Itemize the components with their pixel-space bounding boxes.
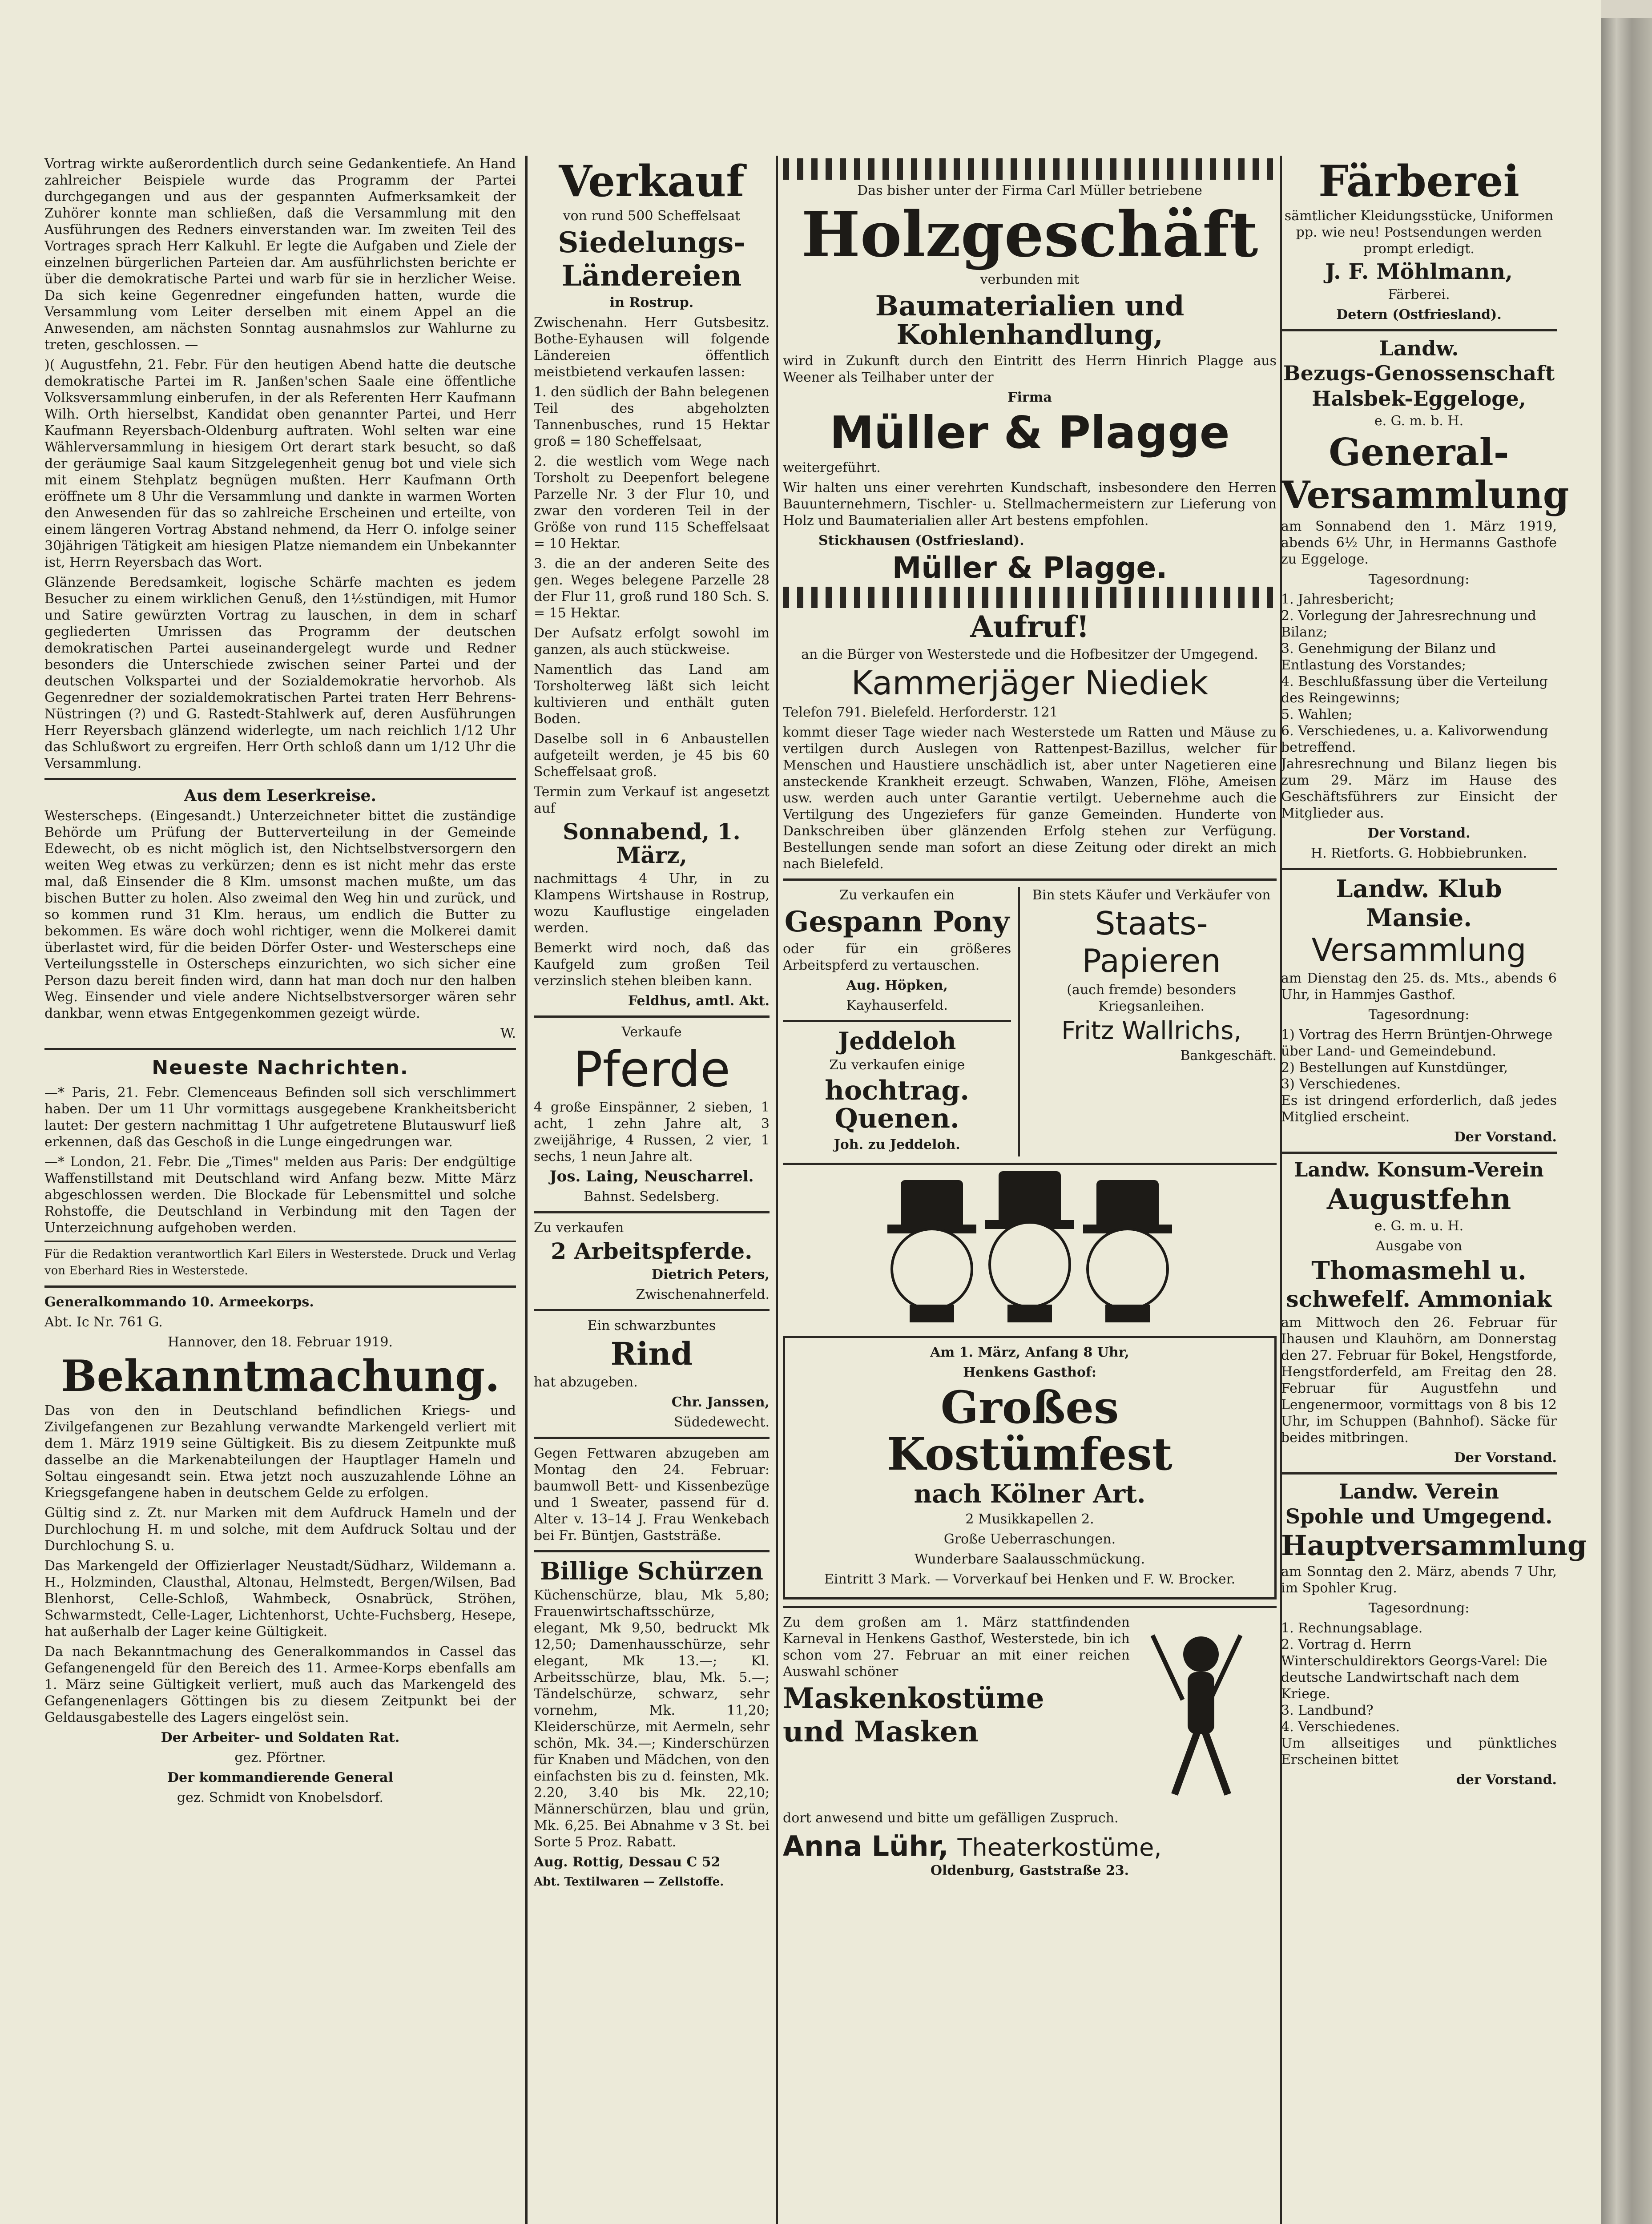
ad-konsum-pre: Ausgabe von xyxy=(1375,1238,1463,1254)
ad-bez-form: e. G. m. b. H. xyxy=(1374,413,1464,429)
notice-general: Der kommandierende General xyxy=(167,1769,393,1785)
notice-signature: gez. Schmidt von Knobelsdorf. xyxy=(177,1789,384,1805)
column-ads-3 xyxy=(1281,156,1587,1792)
ad-staat-title: Staats- xyxy=(1095,905,1208,943)
section-heading-news: Neueste Nachrichten. xyxy=(152,1056,409,1079)
agenda-item: 3. Landbund? xyxy=(1281,1702,1374,1718)
news-london: —* London, 21. Febr. Die „Times" melden aus Paris: Der endgültige Waffenstillstand mit Deutschland wird Anfang bezw. Mitte März abgeschlossen werden. Die Blockade für Lebensmittel und solche Rohstoffe, die Deutschland in Verbindung mit den Tagen der Unterzeichnung aufgehoben werden. xyxy=(44,1154,516,1236)
dancing-jester-illustration xyxy=(1134,1614,1268,1810)
agenda-item: 3. Genehmigung der Bilanz und Entlastung des Vorstandes; xyxy=(1281,641,1496,673)
section-heading-leser: Aus dem Leserkreise. xyxy=(184,786,377,805)
ad-verkauf-intro: Zwischenahn. Herr Gutsbesitz. Bothe-Eyhausen will folgende Ländereien öffentlich meistbietend verkaufen lassen: xyxy=(534,315,770,380)
ad-klub-heading: Mansie. xyxy=(1366,903,1472,932)
article-augustfehn-1: )( Augustfehn, 21. Febr. Für den heutigen Abend hatte die deutsche demokratische Partei im R. Janßen'schen Saale eine öffentliche Volksversammlung einberufen, in der als Referenten Herr Kaufmann Wilh. Orth hierselbst, Kandidat oben genannter Partei, und Herr Kaufmann Reyersbach-Oldenburg auftraten. Wohl selten war eine Wählerversammlung in hiesigem Ort derart stark besucht, so daß der geräumige Saal kaum Sitzgelegenheit genug bot und viele sich mit einem Stehplatz begnügen mußten. Herr Kaufmann Orth eröffnete um 8 Uhr die Versammlung und dankte in warmen Worten den Anwesenden für das so zahlreiche Erscheinen und erteilte, von einem längeren Vortrag Abstand nehmend, da Herr O. infolge seiner 30jährigen Tätigkeit am hiesigen Platze niemandem ein Unbekannter ist, Herrn Reyersbach das Wort. xyxy=(44,357,516,570)
notice-paragraph: Da nach Bekanntmachung des Generalkommandos in Cassel das Gefangenengeld für den Bereich des 11. Armee-Korps ebenfalls am 1. März seine Gültigkeit verliert, muß auch das Markengeld des Gefangenenlagers Göttingen bis zu diesem Zeitpunkt bei der Geldausgabestelle des Lagers eingelöst sein. xyxy=(44,1644,516,1725)
ad-arbeit-title: 2 Arbeitspferde. xyxy=(551,1237,753,1264)
divider xyxy=(534,1550,770,1552)
ad-lohr-trade: Theaterkostüme, xyxy=(957,1833,1162,1862)
notice-date: Hannover, den 18. Februar 1919. xyxy=(167,1334,393,1350)
letter-signature: W. xyxy=(500,1026,516,1041)
ad-lohr-name: Anna Lühr, xyxy=(783,1830,949,1863)
ad-spohle-agenda-heading: Tagesordnung: xyxy=(1368,1600,1470,1616)
ad-verkauf-sub: von rund 500 Scheffelsaat xyxy=(563,208,741,224)
ad-spohle-note: Um allseitiges und pünktliches Erscheinen bittet xyxy=(1281,1735,1557,1768)
ad-lohr-text: dort anwesend und bitte um gefälligen Zuspruch. xyxy=(783,1810,1119,1826)
agenda-item: 4. Verschiedenes. xyxy=(1281,1719,1400,1735)
ad-faerb-name: J. F. Möhlmann, xyxy=(1325,259,1513,284)
ad-staat xyxy=(1018,887,1277,1156)
ad-konsum-form: e. G. m. u. H. xyxy=(1374,1218,1464,1234)
ad-rind-signature: Chr. Janssen, xyxy=(671,1394,770,1410)
ad-klub-title: Versammlung xyxy=(1311,931,1527,968)
ad-lohr-text: Zu dem großen am 1. März stattfindenden Karneval in Henkens Gasthof, Westerstede, bin ich schon vom 27. Februar an mit einer reichen Auswahl schöner xyxy=(783,1615,1130,1680)
ad-holz-firma: Firma xyxy=(1007,390,1052,406)
ad-lohr xyxy=(783,1614,1277,1810)
divider xyxy=(783,878,1277,881)
divider xyxy=(1281,868,1557,870)
divider xyxy=(44,1285,516,1288)
agenda-item: 2. Vortrag d. Herrn Winterschuldirektors Georgs-Varel: Die deutsche Landwirtschaft nach dem Kriege. xyxy=(1281,1636,1547,1702)
ad-verkauf-date: Sonnabend, 1. März, xyxy=(563,818,741,868)
ad-klub-agenda-heading: Tagesordnung: xyxy=(1368,1007,1470,1023)
column-rule xyxy=(776,156,778,2224)
agenda-item: 1. Rechnungsablage. xyxy=(1281,1620,1423,1636)
ad-rind-pre: Ein schwarzbuntes xyxy=(587,1318,716,1334)
ornament-border xyxy=(783,158,1277,180)
ad-staat-title: Papieren xyxy=(1082,942,1221,980)
column-ads-1 xyxy=(534,156,770,1894)
ad-bez-heading: Bezugs-Genossenschaft xyxy=(1283,361,1555,386)
ad-verkauf-text: Daselbe soll in 6 Anbaustellen aufgeteilt werden, je 45 bis 60 Scheffelsaat groß. xyxy=(534,731,770,780)
ad-spohle-title: Hauptversammlung xyxy=(1281,1529,1587,1562)
column-rule xyxy=(525,156,528,2224)
ad-staat-signature: Fritz Wallrichs, xyxy=(1061,1016,1242,1045)
ad-faerb-place: Detern (Ostfriesland). xyxy=(1336,307,1502,323)
ad-holz-intro: Das bisher unter der Firma Carl Müller betriebene xyxy=(857,183,1202,198)
ad-aufruf-contact: Telefon 791. Bielefeld. Herforderstr. 121 xyxy=(783,705,1058,721)
notice-paragraph: Das Markengeld der Offizierlager Neustadt/Südharz, Wildemann a. H., Holzminden, Clausthal, Altonau, Helmstedt, Bergen/Wilsen, Bad Blenhorst, Celle-Schloß, Wahmbeck, Osnabrück, Ströhen, Schwarmstedt, Celle-Lager, Lichtenhorst, Uchte-Fuchsberg, Hesepe, hat außerhalb der Lager keine Gültigkeit. xyxy=(44,1558,516,1640)
ad-konsum-board: Der Vorstand. xyxy=(1454,1450,1557,1466)
ad-verkauf-text: Namentlich das Land am Torsholterweg läßt sich leicht kultivieren und enthält guten Boden. xyxy=(534,662,770,727)
ad-verkauf-text: nachmittags 4 Uhr, in zu Klampens Wirtshause in Rostrup, wozu Kauflustige eingeladen werden. xyxy=(534,871,770,936)
ad-bez-board: Der Vorstand. xyxy=(1367,826,1471,842)
ad-klub-note: Es ist dringend erforderlich, daß jedes Mitglied erscheint. xyxy=(1281,1093,1557,1125)
agenda-item: 1. Jahresbericht; xyxy=(1281,592,1394,608)
ad-pferde-pre: Verkaufe xyxy=(621,1024,682,1040)
article-continued: Vortrag wirkte außerordentlich durch seine Gedankentiefe. An Hand zahlreicher Beispiele wurde das Programm der Partei durchgegangen und aus der gespannten Aufmerksamkeit der Zuhörer konnte man schließen, daß die Versammlung mit den Ausführungen des Redners einverstanden war. Im zweiten Teil des Vortrages sprach Herr Kalkuhl. Er legte die Aufgaben und Ziele der einzelnen bürgerlichen Parteien dar. Am ausführlichsten berichte er über die demokratische Partei und warb für sie in herzlicher Weise. Da sich keine Gegenredner eingefunden hatten, wurde die Versammlung vom Leiter derselben mit einem Appel an die Anwesenden, am nächsten Sonntag ausnahmslos zur Wahlurne zu treten, geschlossen. — xyxy=(44,156,516,353)
ad-holz-name: Müller & Plagge xyxy=(830,407,1230,459)
ad-pony-text: oder für ein größeres Arbeitspferd zu vertauschen. xyxy=(783,941,1011,973)
ad-verkauf-title: Verkauf xyxy=(559,156,745,206)
ad-holz-signature: Müller & Plagge. xyxy=(892,551,1168,585)
ad-lohr-place: Oldenburg, Gaststraße 23. xyxy=(930,1863,1129,1879)
ad-arbeit-pre: Zu verkaufen xyxy=(534,1220,624,1236)
divider xyxy=(534,1437,770,1439)
ad-aufruf-title: Aufruf! xyxy=(970,609,1089,645)
page-edge xyxy=(1601,18,1652,2224)
ad-bez-heading: Halsbek-Eggeloge, xyxy=(1312,386,1526,411)
ad-jedd-signature: Joh. zu Jeddeloh. xyxy=(834,1137,960,1153)
ad-staat-pre: Bin stets Käufer und Verkäufer von xyxy=(1032,887,1271,903)
ad-kostuem-sub: nach Kölner Art. xyxy=(914,1479,1146,1509)
ad-bez-heading: Landw. xyxy=(1379,336,1459,361)
ad-schuerzen-title: Billige Schürzen xyxy=(540,1556,763,1585)
agenda-item: 6. Verschiedenes, u. a. Kalivorwendung betreffend. xyxy=(1281,723,1548,756)
divider xyxy=(1281,1472,1557,1475)
notice-header: Generalkommando 10. Armeekorps. xyxy=(44,1294,314,1310)
ad-spohle-agenda xyxy=(1281,1620,1557,1735)
ad-kostuem xyxy=(783,1336,1277,1600)
ad-kostuem-title: Großes Kostümfest xyxy=(887,1381,1173,1481)
ad-aufruf-sub: an die Bürger von Westerstede und die Hofbesitzer der Umgegend. xyxy=(801,646,1258,662)
ad-konsum-text: am Mittwoch den 26. Februar für Ihausen und Klauhörn, am Donnerstag den 27. Februar für Bokel, Hengstforde, Hengstforderfeld, am Freitag den 28. Februar für Augustfehn und Lengenermoor, vormittags von 8 bis 12 Uhr, im Schuppen (Bahnhof). Säcke für beides mitbringen. xyxy=(1281,1315,1557,1446)
ad-arbeit-signature: Dietrich Peters, xyxy=(651,1267,770,1283)
ad-bez-names: H. Rietforts. G. Hobbiebrunken. xyxy=(1310,846,1527,862)
ad-schuerzen-dept: Abt. Textilwaren — Zellstoffe. xyxy=(534,1875,724,1889)
ad-pony-signature: Aug. Höpken, xyxy=(846,977,948,993)
letter-westerscheps: Westerscheps. (Eingesandt.) Unterzeichneter bittet die zuständige Behörde um Prüfung der Butterverteilung in der Gemeinde Edewecht, ob es nicht möglich ist, den Nichtselbstversorgern den weiten Weg etwas zu verkürzen; denn es ist nicht mehr das erste mal, daß Einsender die 8 Klm. umsonst machen mußte, um das bischen Butter zu holen. Also zweimal den Weg hin und zurück, und so kommen rund 31 Klm. heraus, um endlich die Butter zu bekommen. Es wäre doch wohl richtiger, wenn die Molkerei damit überlastet wird, für die beiden Dörfer Oster- und Westerscheps eine Verteilungsstelle in Osterscheps einzurichten, wo sich sicher eine Person dazu bereit finden wird, dann hat man doch nur den halben Weg. Einsender und viele andere Nichtselbstversorger wären sehr dankbar, wenn etwas Entgegenkommen gezeigt würde. xyxy=(44,808,516,1021)
divider xyxy=(783,1163,1277,1165)
ad-lohr-big: und Masken xyxy=(783,1715,979,1749)
ad-aufruf-text: kommt dieser Tage wieder nach Westerstede um Ratten und Mäuse zu vertilgen durch Auslegen von Rattenpest-Bazillus, welcher für Menschen und Haustiere unschädlich ist, aber unter Nagetieren eine ansteckende Krankheit erzeugt. Schwaben, Wanzen, Flöhe, Ameisen usw. werden auch unter Garantie vertilgt. Uebernehme auch die Vertilgung des Ungeziefers für ganze Gemeinden. Hunderte von Dankschreiben über glänzenden Erfolg stehen zur Verfügung. Bestellungen sende man sofort an diese Zeitung oder direkt an mich nach Bielefeld. xyxy=(783,725,1277,872)
ad-holz-joined: verbunden mit xyxy=(980,272,1080,287)
ad-bez-title: Versammlung xyxy=(1281,473,1569,517)
ad-rind-text: hat abzugeben. xyxy=(534,1374,638,1390)
agenda-item: 1) Vortrag des Herrn Brüntjen-Ohrwege über Land- und Gemeindebund. xyxy=(1281,1027,1553,1060)
ad-konsum-big: Thomasmehl u. xyxy=(1311,1256,1527,1285)
ad-rind-place: Südedewecht. xyxy=(674,1414,770,1430)
ad-row xyxy=(783,887,1277,1156)
ad-holz-sub: Baumaterialien und Kohlenhandlung, xyxy=(875,290,1185,351)
ad-holz-text: wird in Zukunft durch den Eintritt des Herrn Hinrich Plagge aus Weener als Teilhaber unter der xyxy=(783,353,1277,386)
ad-verkauf-big: Ländereien xyxy=(561,259,742,293)
ad-fett-text: Gegen Fettwaren abzugeben am Montag den 24. Februar: baumwoll Bett- und Kissenbezüge und 1 Sweater, passend für d. Alter v. 13–14 J. Frau Wenkebach bei Fr. Büntjen, Gaststräße. xyxy=(534,1445,770,1543)
ad-klub-board: Der Vorstand. xyxy=(1454,1129,1557,1145)
divider xyxy=(534,1211,770,1213)
ad-holz-cont: weitergeführt. xyxy=(783,460,881,476)
ad-lohr-footer xyxy=(783,1830,1277,1862)
ad-lohr-body xyxy=(783,1614,1130,1810)
ad-bez-note: Jahresrechnung und Bilanz liegen bis zum 29. März im Hause des Geschäftsführers zur Einsicht der Mitglieder aus. xyxy=(1281,756,1557,822)
ad-faerb-text: sämtlicher Kleidungsstücke, Uniformen pp. wie neu! Postsendungen werden prompt erledigt. xyxy=(1284,208,1554,257)
ad-pferde-signature: Jos. Laing, Neuscharrel. xyxy=(549,1167,754,1185)
agenda-item: 2. Vorlegung der Jahresrechnung und Bilanz; xyxy=(1281,608,1536,641)
ad-faerb-title: Färberei xyxy=(1318,156,1519,206)
ad-konsum-heading: Augustfehn xyxy=(1326,1182,1511,1216)
ad-klub-when: am Dienstag den 25. ds. Mts., abends 6 Uhr, in Hammjes Gasthof. xyxy=(1281,971,1557,1003)
ad-verkauf-item: 2. die westlich vom Wege nach Torsholt zu Deepenfort belegene Parzelle Nr. 3 der Flur 10, und zwar den vorderen Teil in der Größe von rund 115 Scheffelsaat = 10 Hektar. xyxy=(534,454,770,552)
ad-pferde-place: Bahnst. Sedelsberg. xyxy=(584,1189,720,1205)
column-news xyxy=(44,156,516,1809)
column-ads-2 xyxy=(783,156,1277,1882)
three-faces-illustration xyxy=(861,1171,1199,1331)
ad-spohle-board: der Vorstand. xyxy=(1456,1772,1557,1788)
ad-kostuem-line: Wunderbare Saalausschmückung. xyxy=(914,1551,1145,1567)
ad-konsum-heading: Landw. Konsum-Verein xyxy=(1294,1159,1544,1182)
divider xyxy=(44,778,516,780)
imprint: Für die Redaktion verantwortlich Karl Eilers in Westerstede. Druck und Verlag von Eberhard Ries in Westerstede. xyxy=(44,1248,516,1277)
ad-verkauf-place: in Rostrup. xyxy=(609,295,694,311)
notice-title: Bekanntmachung. xyxy=(60,1351,500,1401)
ad-verkauf-item: 1. den südlich der Bahn belegenen Teil des abgeholzten Tannenbusches, rund 15 Hektar groß = 180 Scheffelsaat, xyxy=(534,384,770,450)
ad-jedd-big: hochtrag. Quenen. xyxy=(825,1075,970,1135)
ad-jedd-title: Jeddeloh xyxy=(838,1026,956,1055)
ad-kostuem-place: Henkens Gasthof: xyxy=(963,1365,1096,1381)
ad-staat-note: (auch fremde) besonders Kriegsanleihen. xyxy=(1067,982,1237,1014)
ad-klub-agenda xyxy=(1281,1027,1557,1092)
ad-spohle-when: am Sonntag den 2. März, abends 7 Uhr, im Spohler Krug. xyxy=(1281,1563,1557,1596)
divider xyxy=(534,1015,770,1018)
ad-pferde-text: 4 große Einspänner, 2 sieben, 1 acht, 1 zehn Jahre alt, 3 zweijährige, 4 Russen, 2 vier, 1 sechs, 1 neun Jahre alt. xyxy=(534,1099,770,1164)
ad-lohr-big: Maskenkostüme xyxy=(783,1682,1044,1716)
notice-paragraph: Gültig sind z. Zt. nur Marken mit dem Aufdruck Hameln und der Durchlochung H. m und solche, mit dem Aufdruck Soltau und der Durchlochung S. u. xyxy=(44,1505,516,1554)
ad-holz-title: Holzgeschäft xyxy=(801,198,1258,271)
divider xyxy=(44,1241,516,1242)
ad-arbeit-place: Zwischenahnerfeld. xyxy=(636,1287,770,1303)
ad-verkauf-text: Termin zum Verkauf ist angesetzt auf xyxy=(534,784,770,817)
ad-verkauf-item: 3. die an der anderen Seite des gen. Weges belegene Parzelle 28 der Flur 11, groß rund 180 Sch. S. = 15 Hektar. xyxy=(534,556,770,621)
ad-staat-place: Bankgeschäft. xyxy=(1180,1048,1277,1064)
ad-verkauf-text: Bemerkt wird noch, daß das Kaufgeld zum großen Teil verzinslich stehen bleiben kann. xyxy=(534,940,770,989)
ad-pony-title: Gespann Pony xyxy=(784,905,1010,939)
agenda-item: 2) Bestellungen auf Kunstdünger, xyxy=(1281,1060,1508,1076)
ad-rind-title: Rind xyxy=(610,1335,693,1373)
ad-bez-when: am Sonnabend den 1. März 1919, abends 6½ Uhr, in Hermanns Gasthofe zu Eggeloge. xyxy=(1281,519,1557,568)
ad-pony-place: Kayhauserfeld. xyxy=(846,997,948,1013)
news-paris: —* Paris, 21. Febr. Clemenceaus Befinden soll sich verschlimmert haben. Der um 11 Uhr vormittags ausgegebene Krankheitsbericht lautet: Der gestern nachmittag 1 Uhr aufgetretene Blutauswurf ließ erkennen, daß das Geschoß in die Lunge eingedrungen war. xyxy=(44,1085,516,1150)
article-augustfehn-2: Glänzende Beredsamkeit, logische Schärfe machten es jedem Besucher zu einem wirklichen Genuß, den 1½stündigen, mit Humor und Satire gewürzten Vortrag zu lauschen, in dem in scharf gegliederten Umrissen das Programm der deutschen demokratischen Partei auseinandergelegt wurde und Redner besonders die Unterschiede zwischen seiner Partei und der deutschen Volkspartei und der Sozialdemokratie hervorhob. Als Gegenredner der sozialdemokratischen Partei traten Herr Behrens-Nüstringen (?) und G. Rastedt-Stahlwerk auf, deren Ausführungen Herr Reyersbach glänzend widerlegte, um nach reichlich 1/12 Uhr das Schlußwort zu ergreifen. Herr Orth schloß dann um 1/12 Uhr die Versammlung. xyxy=(44,575,516,771)
notice-ref: Abt. Ic Nr. 761 G. xyxy=(44,1314,163,1330)
ad-konsum-big: schwefelf. Ammoniak xyxy=(1286,1285,1552,1312)
ad-verkauf-big: Siedelungs- xyxy=(558,226,745,259)
ad-kostuem-date: Am 1. März, Anfang 8 Uhr, xyxy=(930,1345,1129,1361)
ad-pony-pre: Zu verkaufen ein xyxy=(839,887,955,903)
ad-kostuem-line: 2 Musikkapellen 2. xyxy=(965,1511,1094,1527)
divider xyxy=(534,1309,770,1311)
ad-bez-title: General- xyxy=(1329,430,1509,475)
divider xyxy=(783,1606,1277,1608)
ad-verkauf-signature: Feldhus, amtl. Akt. xyxy=(628,993,770,1009)
ad-aufruf-name: Kammerjäger Niediek xyxy=(851,664,1209,702)
ad-spohle-heading: Landw. Verein xyxy=(1339,1479,1499,1503)
ad-faerb-trade: Färberei. xyxy=(1388,287,1450,303)
ad-klub-heading: Landw. Klub xyxy=(1336,874,1502,903)
ad-kostuem-line: Eintritt 3 Mark. — Vorverkauf bei Henken und F. W. Brocker. xyxy=(824,1571,1236,1587)
ad-spohle-heading: Spohle und Umgegend. xyxy=(1285,1504,1553,1529)
ad-pony xyxy=(783,887,1011,1156)
agenda-item: 4. Beschlußfassung über die Verteilung des Reingewinns; xyxy=(1281,674,1548,706)
divider xyxy=(44,1048,516,1050)
divider xyxy=(783,1020,1011,1022)
ad-bez-agenda-heading: Tagesordnung: xyxy=(1368,572,1470,588)
ad-kostuem-line: Große Ueberraschungen. xyxy=(943,1531,1116,1547)
ornament-border xyxy=(783,587,1277,608)
ad-verkauf-text: Der Aufsatz erfolgt sowohl im ganzen, als auch stückweise. xyxy=(534,625,770,658)
ad-schuerzen-text: Küchenschürze, blau, Mk 5,80; Frauenwirtschaftsschürze, elegant, Mk 9,50, bedruckt Mk 12,50; Damenhausschürze, sehr elegant, Mk 13.—; Kl. Arbeitsschürze, blau, Mk. 5.—; Tändelschürze, schwarz, sehr vornehm, Mk. 11,20; Kleiderschürze, mit Aermeln, sehr schön, Mk. 34.—; Kinderschürzen für Knaben und Mädchen, von den einfachsten bis zu d. feinsten, Mk. 2.20, 3.40 bis Mk. 22,10; Männerschürzen, blau und grün, Mk. 6,25. Bei Abnahme v 3 St. bei Sorte 5 Proz. Rabatt. xyxy=(534,1587,770,1850)
ad-jedd-text: Zu verkaufen einige xyxy=(829,1057,965,1073)
ad-schuerzen-signature: Aug. Rottig, Dessau C 52 xyxy=(534,1854,721,1870)
notice-council: Der Arbeiter- und Soldaten Rat. xyxy=(161,1729,400,1745)
notice-paragraph: Das von den in Deutschland befindlichen Kriegs- und Zivilgefangenen zur Bezahlung verwandte Markengeld verliert mit dem 1. März 1919 seine Gültigkeit. Bis zu diesem Zeitpunkte muß dasselbe an die Markenabteilungen der Hauptlager Hameln und Soltau eingesandt sein. Etwa jetzt noch auszuzahlende Löhne an Kriegsgefangene haben in deutschem Gelde zu erfolgen. xyxy=(44,1402,516,1501)
divider xyxy=(1281,329,1557,331)
ad-holz-text: Wir halten uns einer verehrten Kundschaft, insbesondere den Herren Bauunternehmern, Tischler- u. Stellmachermeistern zur Lieferung von Holz und Baumaterialien aller Art bestens empfohlen. xyxy=(783,480,1277,529)
divider xyxy=(1281,1152,1557,1154)
agenda-item: 5. Wahlen; xyxy=(1281,707,1353,723)
agenda-item: 3) Verschiedenes. xyxy=(1281,1076,1401,1092)
ad-pferde-title: Pferde xyxy=(573,1041,730,1098)
notice-signature: gez. Pförtner. xyxy=(234,1749,326,1765)
ad-holz-place: Stickhausen (Ostfriesland). xyxy=(818,533,1024,549)
ad-bez-agenda xyxy=(1281,591,1557,756)
